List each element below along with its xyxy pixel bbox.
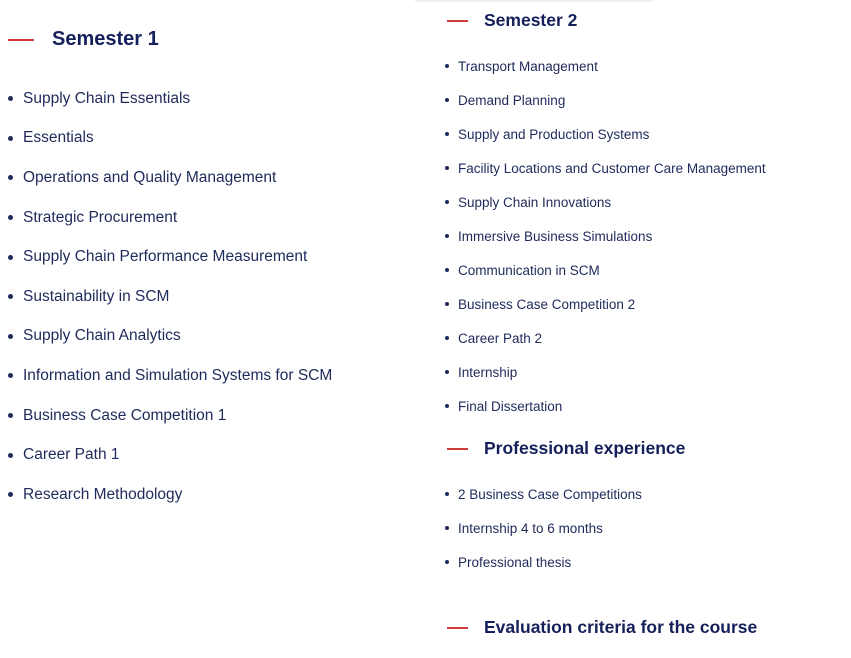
bullet-icon bbox=[445, 132, 449, 136]
bullet-icon bbox=[445, 234, 449, 238]
list-item-label: Demand Planning bbox=[458, 92, 566, 108]
list-item-label: Communication in SCM bbox=[458, 262, 600, 278]
list-item-label: Supply Chain Essentials bbox=[23, 89, 191, 107]
professional-experience-list bbox=[445, 477, 642, 579]
bullet-icon bbox=[445, 526, 449, 530]
list-item bbox=[445, 545, 642, 579]
list-item bbox=[445, 219, 766, 253]
list-item-label: Facility Locations and Customer Care Management bbox=[458, 160, 766, 176]
list-item-label: Supply Chain Analytics bbox=[23, 327, 181, 345]
bullet-icon bbox=[445, 560, 449, 564]
bullet-icon bbox=[445, 64, 449, 68]
bullet-icon bbox=[8, 453, 13, 458]
semester-2-heading bbox=[447, 10, 577, 31]
bullet-icon bbox=[8, 215, 13, 220]
list-item bbox=[8, 198, 332, 238]
list-item bbox=[8, 158, 332, 198]
list-item bbox=[445, 389, 766, 423]
top-divider bbox=[415, 0, 653, 2]
list-item-label: Sustainability in SCM bbox=[23, 287, 170, 305]
list-item-label: Essentials bbox=[23, 129, 94, 147]
list-item-label: Internship 4 to 6 months bbox=[458, 520, 603, 536]
bullet-icon bbox=[445, 302, 449, 306]
list-item-label: Information and Simulation Systems for SCM bbox=[23, 366, 333, 384]
list-item bbox=[445, 49, 766, 83]
list-item bbox=[8, 119, 332, 159]
evaluation-criteria-heading bbox=[447, 617, 757, 638]
bullet-icon bbox=[445, 98, 449, 102]
list-item bbox=[445, 355, 766, 389]
list-item bbox=[8, 475, 332, 515]
list-item-label: Business Case Competition 2 bbox=[458, 296, 636, 312]
semester-1-list bbox=[8, 79, 332, 515]
professional-experience-heading bbox=[447, 438, 685, 459]
semester-1-title: Semester 1 bbox=[52, 28, 159, 50]
bullet-icon bbox=[8, 413, 13, 418]
bullet-icon bbox=[8, 334, 13, 339]
list-item-label: Supply and Production Systems bbox=[458, 126, 650, 142]
list-item bbox=[445, 185, 766, 219]
evaluation-criteria-title: Evaluation criteria for the course bbox=[484, 617, 758, 637]
list-item-label: Final Dissertation bbox=[458, 398, 563, 414]
heading-dash-icon bbox=[8, 39, 34, 41]
bullet-icon bbox=[445, 404, 449, 408]
bullet-icon bbox=[8, 255, 13, 260]
bullet-icon bbox=[8, 492, 13, 497]
list-item bbox=[445, 287, 766, 321]
professional-experience-title: Professional experience bbox=[484, 438, 686, 458]
list-item-label: Immersive Business Simulations bbox=[458, 228, 653, 244]
bullet-icon bbox=[8, 373, 13, 378]
list-item-label: Operations and Quality Management bbox=[23, 168, 277, 186]
list-item-label: Career Path 1 bbox=[23, 446, 120, 464]
bullet-icon bbox=[445, 492, 449, 496]
list-item-label: Career Path 2 bbox=[458, 330, 543, 346]
list-item bbox=[8, 435, 332, 475]
list-item bbox=[8, 356, 332, 396]
list-item-label: Professional thesis bbox=[458, 554, 572, 570]
heading-dash-icon bbox=[447, 627, 468, 629]
list-item-label: Transport Management bbox=[458, 58, 598, 74]
bullet-icon bbox=[8, 294, 13, 299]
list-item-label: Supply Chain Performance Measurement bbox=[23, 248, 308, 266]
list-item-label: Research Methodology bbox=[23, 485, 183, 503]
list-item bbox=[8, 237, 332, 277]
bullet-icon bbox=[445, 336, 449, 340]
list-item bbox=[445, 253, 766, 287]
list-item bbox=[8, 277, 332, 317]
list-item-label: Supply Chain Innovations bbox=[458, 194, 612, 210]
heading-dash-icon bbox=[447, 20, 468, 22]
bullet-icon bbox=[445, 166, 449, 170]
list-item bbox=[8, 396, 332, 436]
bullet-icon bbox=[445, 268, 449, 272]
list-item bbox=[8, 317, 332, 357]
list-item-label: Business Case Competition 1 bbox=[23, 406, 227, 424]
semester-2-title: Semester 2 bbox=[484, 10, 578, 30]
bullet-icon bbox=[8, 175, 13, 180]
list-item bbox=[445, 117, 766, 151]
list-item bbox=[445, 151, 766, 185]
list-item bbox=[445, 321, 766, 355]
list-item-label: Strategic Procurement bbox=[23, 208, 178, 226]
list-item-label: 2 Business Case Competitions bbox=[458, 486, 642, 502]
bullet-icon bbox=[445, 200, 449, 204]
list-item bbox=[8, 79, 332, 119]
list-item bbox=[445, 83, 766, 117]
bullet-icon bbox=[8, 136, 13, 141]
list-item bbox=[445, 511, 642, 545]
list-item bbox=[445, 477, 642, 511]
semester-1-heading bbox=[8, 28, 159, 51]
semester-2-list bbox=[445, 49, 766, 423]
bullet-icon bbox=[8, 96, 13, 101]
list-item-label: Internship bbox=[458, 364, 518, 380]
heading-dash-icon bbox=[447, 448, 468, 450]
bullet-icon bbox=[445, 370, 449, 374]
